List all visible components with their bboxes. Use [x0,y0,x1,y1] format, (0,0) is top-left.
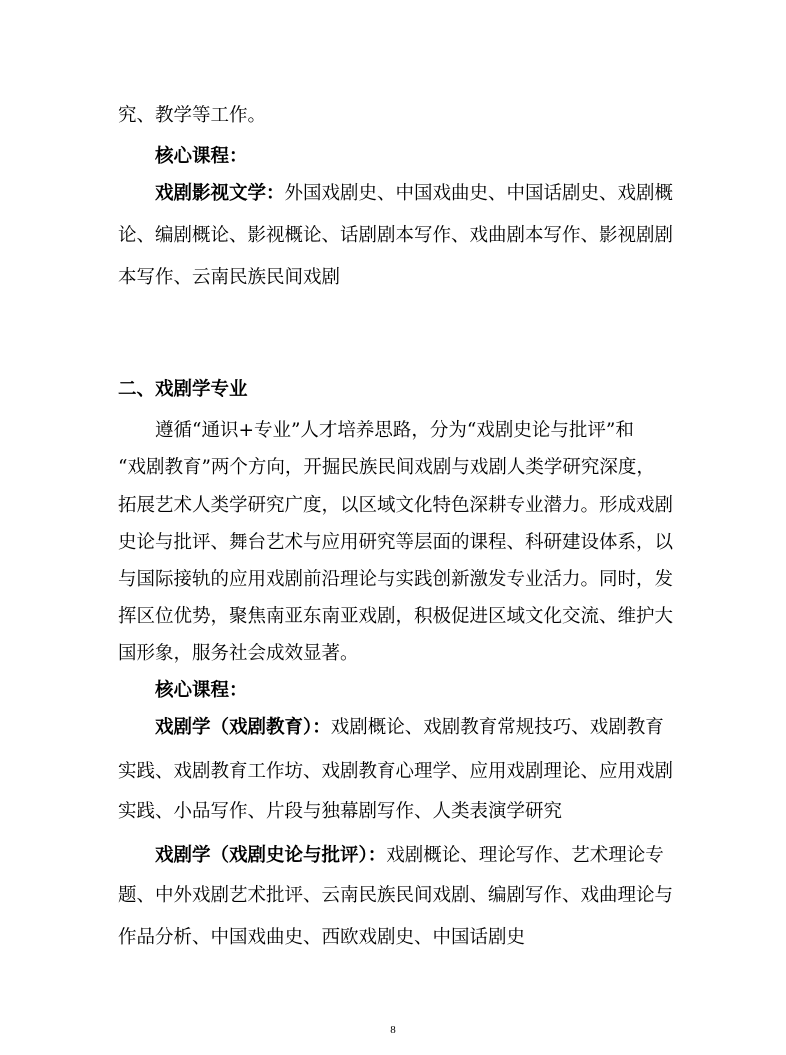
course-list-text: 戏剧概论、戏剧教育常规技巧、戏剧教育 [330,717,664,738]
text-line: 实践、小品写作、片段与独幕剧写作、人类表演学研究 [118,801,563,822]
core-courses-label: 核心课程： [155,680,248,701]
paragraph-line: 拓展艺术人类学研究广度，以区域文化特色深耕专业潜力。形成戏剧 [118,495,674,516]
paragraph-line: 史论与批评、舞台艺术与应用研究等层面的课程、科研建设体系，以 [118,532,674,553]
text-line: 实践、戏剧教育工作坊、戏剧教育心理学、应用戏剧理论、应用戏剧 [118,761,674,782]
text-line: 本写作、云南民族民间戏剧 [118,267,341,288]
core-courses-label: 核心课程： [155,146,248,167]
course-list-text: 戏剧概论、理论写作、艺术理论专 [386,845,664,866]
text-line: 论、编剧概论、影视概论、话剧剧本写作、戏曲剧本写作、影视剧剧 [118,225,674,246]
page-number: 8 [390,1024,396,1036]
course-list-text: 外国戏剧史、中国戏曲史、中国话剧史、戏剧概 [284,183,674,204]
section-heading: 二、戏剧学专业 [118,379,248,400]
course-title: 戏剧学（戏剧史论与批评）： [155,845,387,866]
text-line: 作品分析、中国戏曲史、西欧戏剧史、中国话剧史 [118,927,526,948]
paragraph-line: 与国际接轨的应用戏剧前沿理论与实践创新激发专业活力。同时，发 [118,569,674,590]
text-line: 题、中外戏剧艺术批评、云南民族民间戏剧、编剧写作、戏曲理论与 [118,885,674,906]
paragraph-line: “戏剧教育”两个方向，开掘民族民间戏剧与戏剧人类学研究深度， [118,457,655,478]
course-paragraph-line [155,716,664,740]
text-line: 究、教学等工作。 [118,105,267,126]
course-paragraph-line [155,844,664,868]
paragraph-line: 挥区位优势，聚焦南亚东南亚戏剧，积极促进区域文化交流、维护大 [118,606,674,627]
paragraph-line: 遵循“通识+专业”人才培养思路，分为“戏剧史论与批评”和 [155,420,634,441]
course-title: 戏剧学（戏剧教育）： [155,717,331,738]
course-paragraph-line [155,182,673,206]
paragraph-line: 国形象，服务社会成效显著。 [118,643,359,664]
course-title: 戏剧影视文学： [155,183,285,204]
